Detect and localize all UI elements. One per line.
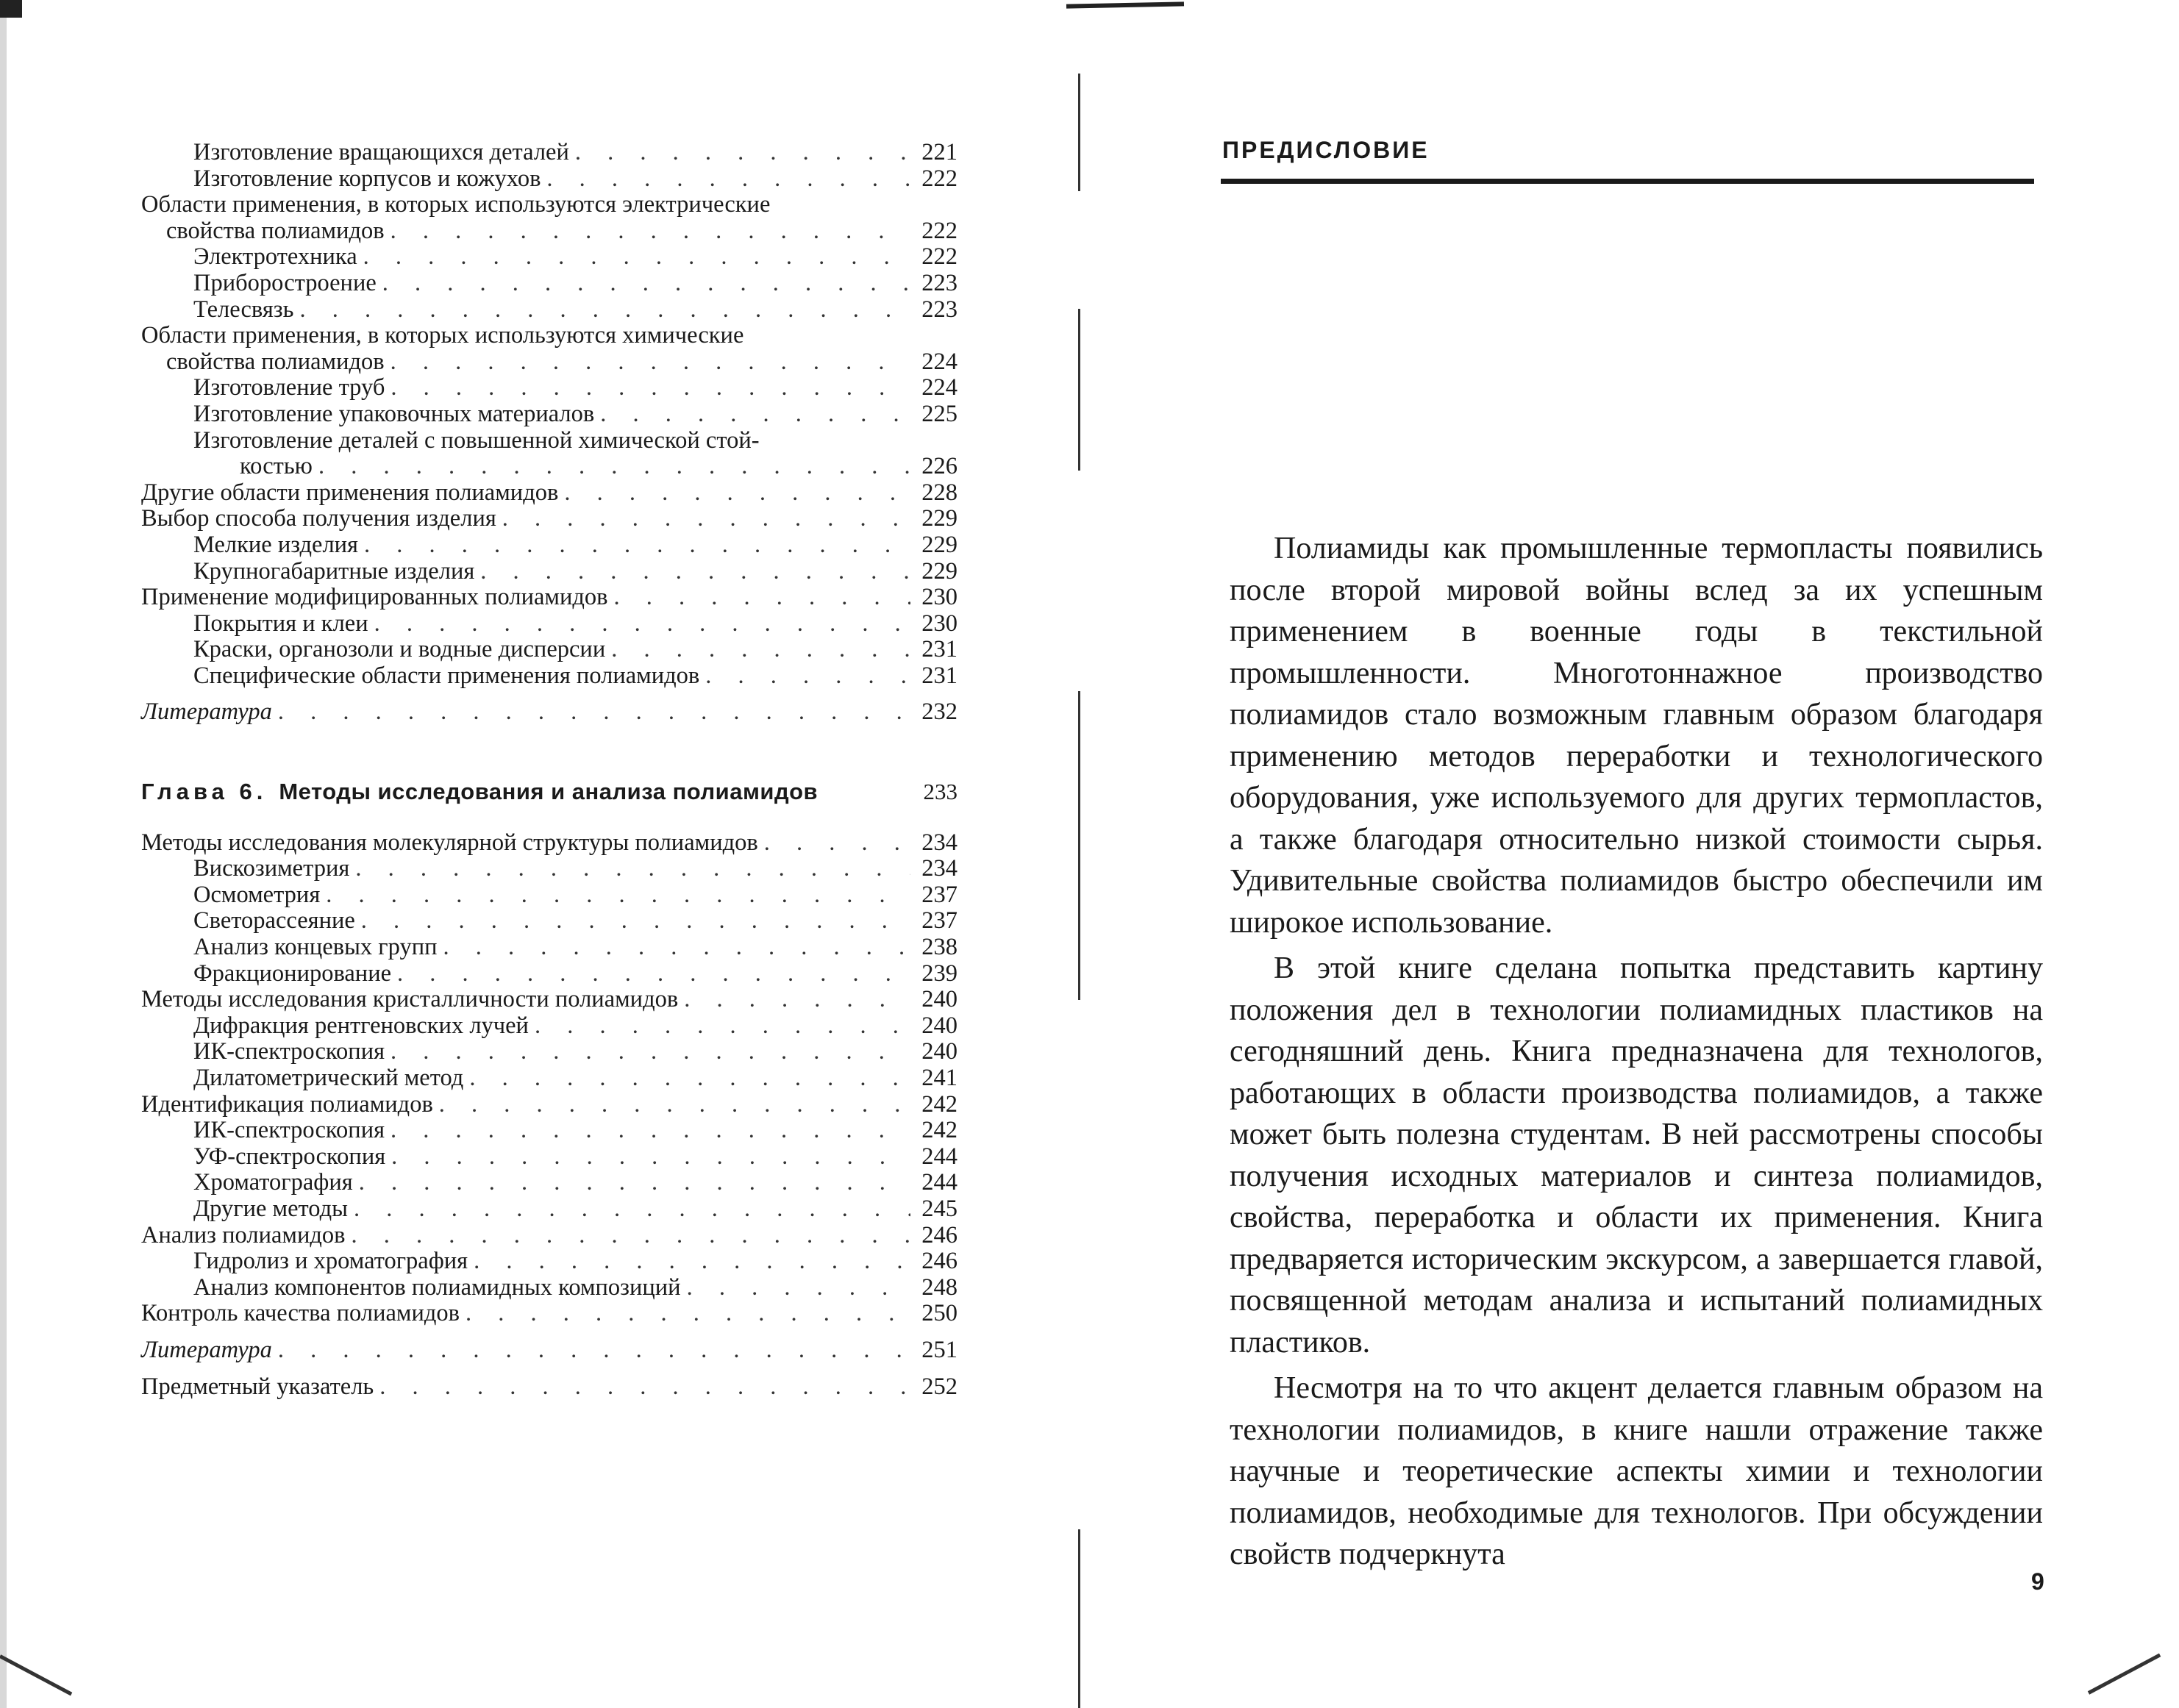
toc-leader-dots xyxy=(546,166,910,193)
toc-entry-title: Идентификация полиамидов xyxy=(141,1090,433,1118)
toc-entry xyxy=(141,218,957,245)
toc-entry-title: Фракционирование xyxy=(193,960,392,987)
toc-leader-dots xyxy=(535,1013,910,1040)
toc-entry-title: Телесвязь xyxy=(193,296,294,323)
toc-entry xyxy=(141,1065,957,1092)
toc-entry-title: Изготовление труб xyxy=(193,374,385,401)
toc-entry-title: свойства полиамидов xyxy=(166,217,385,244)
toc-block-2 xyxy=(141,830,957,1327)
toc-leader-dots xyxy=(355,856,910,882)
toc-block-1 xyxy=(141,140,957,689)
toc-entry xyxy=(141,908,957,935)
toc-entry xyxy=(141,244,957,271)
toc-entry xyxy=(141,1092,957,1118)
toc-entry-page: 234 xyxy=(921,855,957,882)
toc-entry-title: Крупногабаритные изделия xyxy=(193,557,475,585)
toc-entry-title: Специфические области применения полиамидов xyxy=(193,662,700,689)
toc-leader-dots xyxy=(443,935,911,961)
chapter-heading xyxy=(141,779,957,805)
toc-entry-title: Изготовление корпусов и кожухов xyxy=(193,165,541,192)
table-of-contents xyxy=(141,140,957,1400)
toc-entry-page: 238 xyxy=(921,934,957,961)
toc-literature-2-page: 251 xyxy=(921,1336,957,1363)
toc-leader-dots xyxy=(390,1039,910,1065)
toc-entry-page: 244 xyxy=(921,1169,957,1196)
toc-entry xyxy=(141,375,957,401)
toc-leader-dots xyxy=(469,1065,910,1092)
toc-entry xyxy=(141,428,957,454)
toc-entry-title: Хроматография xyxy=(193,1169,353,1196)
toc-literature-1-title: Литература xyxy=(141,698,272,726)
toc-leader-dots xyxy=(390,349,910,376)
toc-leader-dots xyxy=(359,1170,910,1196)
toc-entry-title: Анализ концевых групп xyxy=(193,934,438,961)
toc-entry-title: свойства полиамидов xyxy=(166,348,385,375)
toc-leader-dots xyxy=(687,1275,910,1301)
toc-entry-page: 237 xyxy=(921,907,957,935)
toc-entry-title: Области применения, в которых используются химические xyxy=(141,322,744,349)
toc-leader-dots xyxy=(364,532,910,559)
toc-entry-page: 229 xyxy=(921,557,957,585)
toc-entry-page: 245 xyxy=(921,1195,957,1222)
toc-leader-dots xyxy=(466,1301,910,1327)
toc-leader-dots xyxy=(354,1196,910,1223)
toc-entry-page: 230 xyxy=(921,610,957,637)
toc-entry-title: Другие методы xyxy=(193,1195,348,1222)
toc-entry-page: 221 xyxy=(921,139,957,165)
scan-corner-mark xyxy=(0,0,22,18)
toc-entry-title: Вискозиметрия xyxy=(193,855,350,882)
toc-entry xyxy=(141,856,957,882)
toc-entry xyxy=(141,882,957,909)
page-number: 9 xyxy=(2031,1568,2044,1595)
toc-entry-title: Мелкие изделия xyxy=(193,531,359,558)
toc-entry-page: 241 xyxy=(921,1065,957,1091)
toc-literature-1 xyxy=(141,699,957,726)
toc-entry-title: Контроль качества полиамидов xyxy=(141,1300,460,1327)
spine-line xyxy=(1078,309,1080,471)
spacer xyxy=(141,1364,957,1374)
toc-entry xyxy=(141,585,957,611)
toc-index xyxy=(141,1374,957,1401)
toc-leader-dots xyxy=(390,218,910,245)
toc-entry-page: 244 xyxy=(921,1143,957,1170)
spacer xyxy=(141,805,957,830)
toc-entry-page: 225 xyxy=(921,400,957,427)
toc-leader-dots xyxy=(326,882,910,909)
toc-entry xyxy=(141,1223,957,1249)
toc-leader-dots xyxy=(564,480,910,507)
toc-entry xyxy=(141,349,957,376)
toc-entry-title: Осмометрия xyxy=(193,881,321,908)
toc-leader-dots xyxy=(391,1144,910,1171)
toc-leader-dots xyxy=(397,961,910,987)
toc-entry-title: Методы исследования молекулярной структуры полиамидов xyxy=(141,829,758,856)
toc-entry-title: Выбор способа получения изделия xyxy=(141,505,496,532)
toc-entry-page: 230 xyxy=(921,584,957,611)
chapter-label: Глава 6. xyxy=(141,779,268,805)
toc-entry xyxy=(141,1144,957,1171)
toc-entry-page: 222 xyxy=(921,217,957,244)
toc-entry xyxy=(141,532,957,559)
toc-entry-page: 229 xyxy=(921,531,957,558)
toc-entry xyxy=(141,637,957,663)
toc-entry xyxy=(141,1039,957,1065)
toc-leader-dots xyxy=(299,297,910,324)
toc-entry xyxy=(141,166,957,193)
toc-entry-page: 239 xyxy=(921,960,957,987)
scan-top-mark xyxy=(1066,1,1184,8)
toc-entry xyxy=(141,401,957,428)
toc-entry-page: 240 xyxy=(921,986,957,1013)
chapter-page: 233 xyxy=(923,779,957,805)
toc-entry xyxy=(141,297,957,324)
toc-entry-page: 223 xyxy=(921,296,957,323)
chapter-title: Методы исследования и анализа полиамидов xyxy=(279,779,819,805)
toc-leader-dots xyxy=(361,908,910,935)
toc-entry-title: Изготовление деталей с повышенной химической стой- xyxy=(193,426,760,454)
toc-entry xyxy=(141,480,957,507)
toc-leader-dots xyxy=(379,1374,910,1401)
spacer xyxy=(141,689,957,699)
toc-entry-page: 240 xyxy=(921,1012,957,1039)
toc-entry xyxy=(141,454,957,480)
preface-paragraph: В этой книге сделана попытка представить картину положения дел в технологии полиамидных пластиков на сегодняшний день. Книга предназначена для технологов, работающих в области производства полиамидов, а также может быть полезна студентам. В ней рассмотрены способы получения исходных материалов и синтеза полиамидов, свойства, переработка и области их применения. Книга предваряется историческим экскурсом, а завершается главой, посвященной методам анализа и испытаний полиамидных пластиков. xyxy=(1230,951,2043,1359)
scan-corner-bottom-left xyxy=(0,1654,72,1696)
toc-entry xyxy=(141,323,957,349)
toc-literature-2 xyxy=(141,1337,957,1364)
spine-line xyxy=(1078,74,1080,191)
spacer xyxy=(141,726,957,779)
toc-leader-dots xyxy=(382,271,910,297)
toc-index-page: 252 xyxy=(921,1373,957,1400)
toc-entry-title: Изготовление упаковочных материалов xyxy=(193,400,595,427)
toc-entry xyxy=(141,1118,957,1144)
toc-index-title: Предметный указатель xyxy=(141,1373,374,1400)
toc-leader-dots xyxy=(502,506,910,532)
toc-entry-title: Изготовление вращающихся деталей xyxy=(193,139,569,165)
toc-entry-title: Гидролиз и хроматография xyxy=(193,1248,468,1275)
toc-entry-title: Приборостроение xyxy=(193,269,377,296)
preface-paragraph: Полиамиды как промышленные термопласты появились после второй мировой войны вслед за их успешным применением в военные годы в текстильной промышленности. Многотоннажное производство полиамидов стало возможным главным образом благодаря применению методов переработки и технологического оборудования, уже используемого для других термопластов, а также благодаря относительно низкой стоимости сырья. Удивительные свойства полиамидов быстро обеспечили им широкое использование. xyxy=(1230,532,2043,940)
toc-entry xyxy=(141,1301,957,1327)
toc-entry-page: 224 xyxy=(921,348,957,375)
spacer xyxy=(141,1327,957,1337)
toc-entry-title: Покрытия и клеи xyxy=(193,610,368,637)
toc-entry-page: 242 xyxy=(921,1090,957,1118)
toc-entry-title: Дилатометрический метод xyxy=(193,1065,464,1091)
toc-entry-page: 222 xyxy=(921,243,957,271)
toc-entry-page: 246 xyxy=(921,1221,957,1248)
toc-entry-page: 223 xyxy=(921,269,957,296)
toc-entry-page: 246 xyxy=(921,1248,957,1275)
toc-entry-title: Светорассеяние xyxy=(193,907,355,935)
toc-leader-dots xyxy=(374,611,910,637)
toc-entry xyxy=(141,506,957,532)
toc-leader-dots xyxy=(278,699,910,726)
toc-entry xyxy=(141,663,957,690)
toc-entry xyxy=(141,830,957,857)
toc-entry-title: ИК-спектроскопия xyxy=(193,1038,385,1065)
toc-entry-page: 231 xyxy=(921,662,957,689)
toc-entry xyxy=(141,961,957,987)
toc-entry-page: 240 xyxy=(921,1038,957,1065)
spine-line xyxy=(1078,691,1080,1000)
toc-entry-page: 231 xyxy=(921,636,957,663)
toc-entry-title: Анализ компонентов полиамидных композиций xyxy=(193,1273,681,1301)
toc-entry xyxy=(141,611,957,637)
toc-entry xyxy=(141,1275,957,1301)
toc-entry-title: Методы исследования кристалличности полиамидов xyxy=(141,986,679,1013)
preface-rule xyxy=(1221,179,2034,184)
toc-leader-dots xyxy=(439,1092,910,1118)
toc-leader-dots xyxy=(318,454,910,480)
toc-entry-title: ИК-спектроскопия xyxy=(193,1117,385,1144)
toc-entry-page: 224 xyxy=(921,374,957,401)
toc-leader-dots xyxy=(613,585,910,611)
toc-leader-dots xyxy=(363,244,910,271)
toc-entry-title: Применение модифицированных полиамидов xyxy=(141,584,608,611)
spine-line xyxy=(1078,1529,1080,1708)
toc-entry-page: 234 xyxy=(921,829,957,856)
toc-literature-2-title: Литература xyxy=(141,1336,272,1363)
toc-leader-dots xyxy=(575,140,910,166)
toc-entry-title: Электротехника xyxy=(193,243,357,271)
preface-title: ПРЕДИСЛОВИЕ xyxy=(1222,137,1430,163)
toc-entry xyxy=(141,1196,957,1223)
toc-entry-title: костью xyxy=(240,453,313,480)
toc-entry-title: Анализ полиамидов xyxy=(141,1221,346,1248)
toc-entry-title: Области применения, в которых используются электрические xyxy=(141,191,771,218)
toc-entry-title: УФ-спектроскопия xyxy=(193,1143,386,1170)
scan-edge xyxy=(0,0,7,1708)
toc-literature-1-page: 232 xyxy=(921,698,957,726)
toc-entry xyxy=(141,271,957,297)
toc-entry-title: Другие области применения полиамидов xyxy=(141,479,559,506)
toc-leader-dots xyxy=(705,663,910,690)
toc-leader-dots xyxy=(352,1223,911,1249)
toc-entry-page: 250 xyxy=(921,1300,957,1327)
toc-entry xyxy=(141,987,957,1013)
toc-entry-page: 228 xyxy=(921,479,957,506)
toc-entry-page: 222 xyxy=(921,165,957,192)
toc-entry-page: 248 xyxy=(921,1273,957,1301)
toc-leader-dots xyxy=(611,637,910,663)
toc-leader-dots xyxy=(390,375,910,401)
toc-entry xyxy=(141,1013,957,1040)
preface-body xyxy=(1230,528,2043,1580)
toc-leader-dots xyxy=(474,1248,910,1275)
toc-entry-page: 242 xyxy=(921,1117,957,1144)
toc-entry-page: 226 xyxy=(921,453,957,480)
toc-leader-dots xyxy=(480,559,910,585)
toc-leader-dots xyxy=(684,987,910,1013)
toc-leader-dots xyxy=(278,1337,910,1364)
toc-entry xyxy=(141,140,957,166)
scan-corner-bottom-right xyxy=(2088,1654,2161,1695)
toc-leader-dots xyxy=(600,401,910,428)
toc-entry xyxy=(141,559,957,585)
toc-entry-title: Краски, органозоли и водные дисперсии xyxy=(193,636,606,663)
toc-entry-title: Дифракция рентгеновских лучей xyxy=(193,1012,529,1039)
toc-entry xyxy=(141,1170,957,1196)
toc-entry xyxy=(141,935,957,961)
toc-entry-page: 229 xyxy=(921,505,957,532)
toc-leader-dots xyxy=(764,830,910,857)
toc-leader-dots xyxy=(390,1118,910,1144)
preface-paragraph: Несмотря на то что акцент делается главным образом на технологии полиамидов, в книге нашли отражение также научные и теоретические аспекты химии и технологии полиамидов, необходимые для технологов. При обсуждении свойств подчеркнута xyxy=(1230,1371,2043,1571)
toc-entry xyxy=(141,1248,957,1275)
toc-entry xyxy=(141,192,957,218)
toc-entry-page: 237 xyxy=(921,881,957,908)
